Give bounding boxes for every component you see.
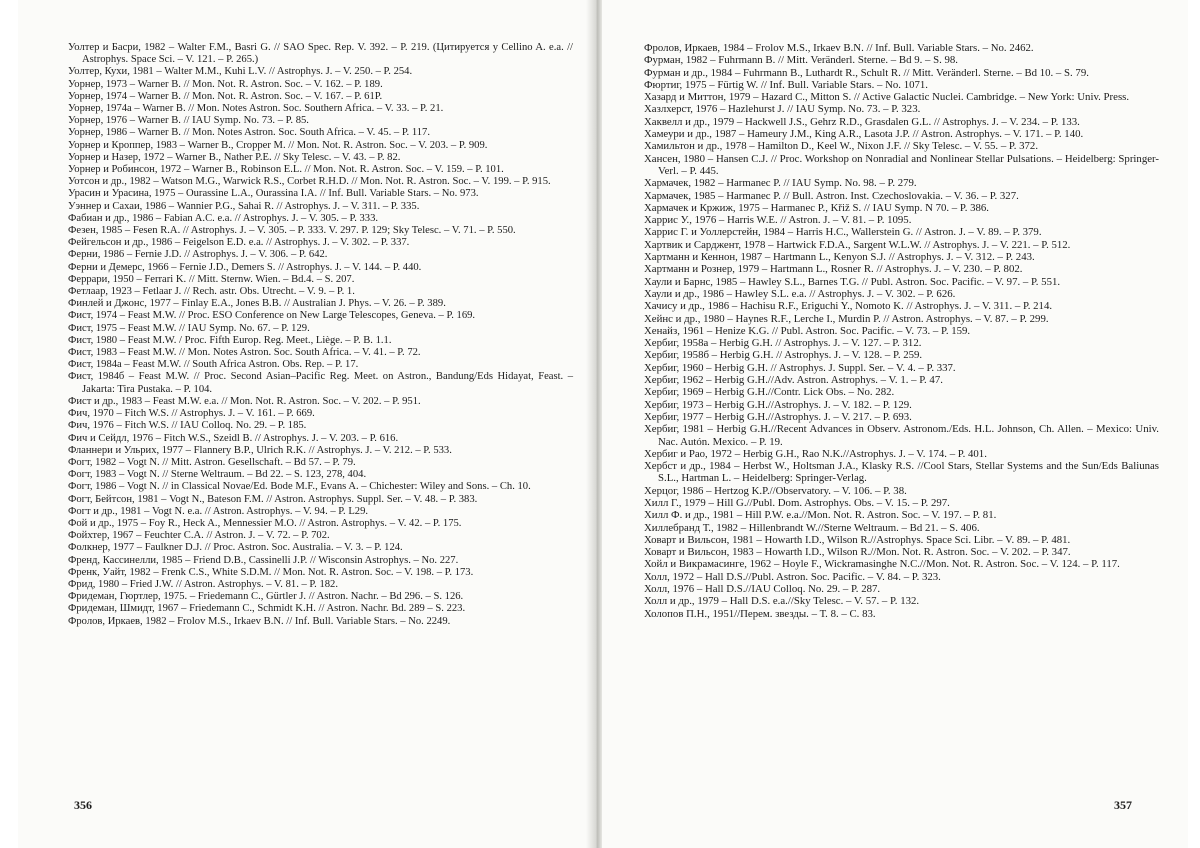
bibliography-entry: Хербиг, 1981 – Herbig G.H.//Recent Advances in Observ. Astronom./Eds. H.L. Johnson, Ch. Allen. – Mexico: Univ. Nac. Autón. Mexico. – P. 19.: [644, 423, 1159, 448]
right-page: [602, 0, 1188, 848]
bibliography-entry: Фролов, Иркаев, 1984 – Frolov M.S., Irkaev B.N. // Inf. Bull. Variable Stars. – No. 2462.: [644, 42, 1034, 54]
bibliography-entry: Хербиг, 1960 – Herbig G.H. // Astrophys. J. Suppl. Ser. – V. 4. – P. 337.: [644, 361, 956, 374]
bibliography-entry: Фридеман, Шмидт, 1967 – Friedemann C., Schmidt K.H. // Astron. Nachr. Bd. 289 – S. 223.: [68, 603, 466, 615]
bibliography-entry: Хербиг, 1962 – Herbig G.H.//Adv. Astron. Astrophys. – V. 1. – P. 47.: [644, 374, 943, 387]
bibliography-entry: Фойхтер, 1967 – Feuchter C.A. // Astron. J. – V. 72. – P. 702.: [68, 530, 330, 542]
bibliography-entry: Фист и др., 1983 – Feast M.W. e.a. // Mon. Not. R. Astron. Soc. – V. 202. – P. 951.: [68, 395, 421, 407]
bibliography-entry: Фич и Сейдл, 1976 – Fitch W.S., Szeidl B. // Astrophys. J. – V. 203. – P. 616.: [68, 432, 399, 444]
bibliography-entry: Фридеман, Гюртлер, 1975. – Friedemann C., Gürtler J. // Astron. Nachr. – Bd 296. – S. 126.: [68, 591, 464, 603]
bibliography-entry: Уолтер, Кухи, 1981 – Walter M.M., Kuhi L.V. // Astrophys. J. – V. 250. – P. 254.: [68, 66, 413, 78]
bibliography-entry: Уорнер, 1986 – Warner B. // Mon. Notes Astron. Soc. South Africa. – V. 45. – P. 117.: [68, 127, 430, 139]
bibliography-entry: Хербиг, 1958а – Herbig G.H. // Astrophys. J. – V. 127. – P. 312.: [644, 337, 922, 350]
bibliography-entry: Хамильтон и др., 1978 – Hamilton D., Keel W., Nixon J.F. // Sky Telesc. – V. 55. – P. 372.: [644, 140, 1039, 153]
bibliography-entry: Фолкнер, 1977 – Faulkner D.J. // Proc. Astron. Soc. Australia. – V. 3. – P. 124.: [68, 542, 403, 554]
bibliography-entry: Хармачек, 1982 – Harmanec P. // IAU Symp. No. 98. – P. 279.: [644, 177, 917, 190]
bibliography-entry: Хербст и др., 1984 – Herbst W., Holtsman J.A., Klasky R.S. //Cool Stars, Stellar Systems and the Sun/Eds Baliunas S.L., Hartman L. – Heidelberg: Springer-Verlag.: [644, 460, 1159, 485]
bibliography-entry: Хартвик и Сарджент, 1978 – Hartwick F.D.A., Sargent W.L.W. // Astrophys. J. – V. 221. – P. 512.: [644, 238, 1071, 251]
bibliography-entry: Хазард и Миттон, 1979 – Hazard C., Mitton S. // Active Galactic Nuclei. Cambridge. – New York: Univ. Press.: [644, 91, 1130, 104]
bibliography-entry: Хармачек, 1985 – Harmanec P. // Bull. Astron. Inst. Czechoslovakia. – V. 36. – P. 327.: [644, 189, 1019, 202]
bibliography-entry: Холл, 1976 – Hall D.S.//IAU Colloq. No. 29. – P. 287.: [644, 583, 881, 596]
bibliography-entry: Фогт, Бейтсон, 1981 – Vogt N., Bateson F.M. // Astron. Astrophys. Suppl. Ser. – V. 48. – P. 383.: [68, 493, 478, 505]
bibliography-entry: Уорнер, 1974а – Warner B. // Mon. Notes Astron. Soc. Southern Africa. – V. 33. – P. 21.: [68, 103, 444, 115]
bibliography-entry: Фист, 1980 – Feast M.W. / Proc. Fifth Europ. Reg. Meet., Liège. – P. B. 1.1.: [68, 334, 392, 346]
bibliography-entry: Хербиг, 1958б – Herbig G.H. // Astrophys. J. – V. 128. – P. 259.: [644, 349, 923, 362]
bibliography-entry: Фетлаар, 1923 – Fetlaar J. // Rech. astr. Obs. Utrecht. – V. 9. – P. 1.: [68, 286, 355, 298]
right-bibliography-list: [644, 42, 1159, 620]
left-page-number: 356: [74, 798, 92, 812]
bibliography-entry: Хиллебранд Т., 1982 – Hillenbrandt W.//Sterne Weltraum. – Bd 21. – S. 406.: [644, 521, 980, 534]
bibliography-entry: Фролов, Иркаев, 1982 – Frolov M.S., Irkaev B.N. // Inf. Bull. Variable Stars. – No. 2249.: [68, 615, 451, 627]
bibliography-entry: Фейгельсон и др., 1986 – Feigelson E.D. e.a. // Astrophys. J. – V. 302. – P. 337.: [68, 237, 410, 249]
bibliography-entry: Уолтер и Басри, 1982 – Walter F.M., Basri G. // SAO Spec. Rep. V. 392. – P. 219. (Цитируется у Cellino A. e.a. // Astrophys. Space Sci. – V. 121. – P. 265.): [68, 42, 573, 66]
bibliography-entry: Фурман и др., 1984 – Fuhrmann B., Luthardt R., Schult R. // Mitt. Veränderl. Sterne. – Bd 10. – S. 79.: [644, 66, 1089, 79]
bibliography-entry: Хаули и Барнс, 1985 – Hawley S.L., Barnes T.G. // Publ. Astron. Soc. Pacific. – V. 97. – P. 551.: [644, 275, 1061, 288]
bibliography-entry: Харрис У., 1976 – Harris W.E. // Astron. J. – V. 81. – P. 1095.: [644, 214, 912, 227]
bibliography-entry: Хербиг, 1969 – Herbig G.H.//Contr. Lick Obs. – No. 282.: [644, 386, 895, 399]
bibliography-entry: Херцог, 1986 – Hertzog K.P.//Observatory. – V. 106. – P. 38.: [644, 484, 907, 497]
right-page-number: 357: [1114, 798, 1132, 812]
bibliography-entry: Уорнер и Назер, 1972 – Warner B., Nather P.E. // Sky Telesc. – V. 43. – P. 82.: [68, 151, 401, 163]
bibliography-entry: Фогт и др., 1981 – Vogt N. e.a. // Astron. Astrophys. – V. 94. – P. L29.: [68, 505, 369, 517]
bibliography-entry: Харрис Г. и Уоллерстейн, 1984 – Harris H.C., Wallerstein G. // Astron. J. – V. 89. – P. 379.: [644, 226, 1042, 239]
bibliography-entry: Холл и др., 1979 – Hall D.S. e.a.//Sky Telesc. – V. 57. – P. 132.: [644, 595, 920, 608]
bibliography-entry: Уотсон и др., 1982 – Watson M.G., Warwick R.S., Corbet R.H.D. // Mon. Not. R. Astron. Soc. – V. 199. – P. 915.: [68, 176, 551, 188]
bibliography-entry: Хенайз, 1961 – Henize K.G. // Publ. Astron. Soc. Pacific. – V. 73. – P. 159.: [644, 324, 971, 337]
bibliography-entry: Френд, Кассинелли, 1985 – Friend D.B., Cassinelli J.P. // Wisconsin Astrophys. – No. 227.: [68, 554, 459, 566]
bibliography-entry: Фист, 1974 – Feast M.W. // Proc. ESO Conference on New Large Telescopes, Geneva. – P. 169.: [68, 310, 476, 322]
bibliography-entry: Уорнер и Робинсон, 1972 – Warner B., Robinson E.L. // Mon. Not. R. Astron. Soc. – V. 159. – P. 101.: [68, 164, 504, 176]
left-page: [18, 0, 590, 848]
bibliography-entry: Фурман, 1982 – Fuhrmann B. // Mitt. Veränderl. Sterne. – Bd 9. – S. 98.: [644, 54, 958, 67]
bibliography-entry: Хойл и Викрамасинге, 1962 – Hoyle F., Wickramasinghe N.C.//Mon. Not. R. Astron. Soc. – V. 124. – P. 117.: [644, 558, 1120, 571]
bibliography-entry: Фезен, 1985 – Fesen R.A. // Astrophys. J. – V. 305. – P. 333. V. 297. P. 129; Sky Telesc. – V. 71. – P. 550.: [68, 225, 516, 237]
bibliography-entry: Финлей и Джонс, 1977 – Finlay E.A., Jones B.B. // Australian J. Phys. – V. 26. – P. 389.: [68, 298, 446, 310]
bibliography-entry: Фогт, 1986 – Vogt N. // in Classical Novae/Ed. Bode M.F., Evans A. – Chichester: Wiley and Sons. – Ch. 10.: [68, 481, 531, 493]
bibliography-entry: Френк, Уайт, 1982 – Frenk C.S., White S.D.M. // Mon. Not. R. Astron. Soc. – V. 198. – P. 173.: [68, 566, 474, 578]
bibliography-entry: Хейнс и др., 1980 – Haynes R.F., Lerche I., Murdin P. // Astron. Astrophys. – V. 87. – P. 299.: [644, 312, 1049, 325]
bibliography-entry: Уорнер и Кроппер, 1983 – Warner B., Cropper M. // Mon. Not. R. Astron. Soc. – V. 203. – P. 909.: [68, 139, 488, 151]
bibliography-entry: Хачису и др., 1986 – Hachisu R.F., Eriguchi Y., Nomoto K. // Astrophys. J. – V. 311. – P. 214.: [644, 300, 1053, 313]
bibliography-entry: Фюртиг, 1975 – Fürtig W. // Inf. Bull. Variable Stars. – No. 1071.: [644, 78, 928, 91]
bibliography-entry: Хербиг, 1973 – Herbig G.H.//Astrophys. J. – V. 182. – P. 129.: [644, 398, 912, 411]
bibliography-entry: Хансен, 1980 – Hansen C.J. // Proc. Workshop on Nonradial and Nonlinear Stellar Pulsations. – Heidelberg: Springer-Verl. – P. 445.: [644, 152, 1159, 177]
bibliography-entry: Ховарт и Вильсон, 1983 – Howarth I.D., Wilson R.//Mon. Not. R. Astron. Soc. – V. 202. – P. 347.: [644, 546, 1071, 559]
bibliography-entry: Хаули и др., 1986 – Hawley S.L. e.a. // Astrophys. J. – V. 302. – P. 626.: [644, 287, 956, 300]
bibliography-entry: Уорнер, 1976 – Warner B. // IAU Symp. No. 73. – P. 85.: [68, 115, 309, 127]
bibliography-entry: Урасин и Урасина, 1975 – Ourassine L.A., Ourassina I.A. // Inf. Bull. Variable Stars. – No. 973.: [68, 188, 479, 200]
bibliography-entry: Фич, 1970 – Fitch W.S. // Astrophys. J. – V. 161. – P. 669.: [68, 408, 315, 420]
bibliography-entry: Хартманн и Кеннон, 1987 – Hartmann L., Kenyon S.J. // Astrophys. J. – V. 312. – P. 243.: [644, 251, 1035, 264]
bibliography-entry: Уорнер, 1974 – Warner B. // Mon. Not. R. Astron. Soc. – V. 167. – P. 61P.: [68, 90, 383, 102]
bibliography-entry: Хилл Г., 1979 – Hill G.//Publ. Dom. Astrophys. Obs. – V. 15. – P. 297.: [644, 496, 950, 509]
bibliography-entry: Ферни, 1986 – Fernie J.D. // Astrophys. J. – V. 306. – P. 642.: [68, 249, 328, 261]
bibliography-entry: Уорнер, 1973 – Warner B. // Mon. Not. R. Astron. Soc. – V. 162. – P. 189.: [68, 78, 383, 90]
bibliography-entry: Фист, 1975 – Feast M.W. // IAU Symp. No. 67. – P. 129.: [68, 322, 310, 334]
bibliography-entry: Фрид, 1980 – Fried J.W. // Astron. Astrophys. – V. 81. – P. 182.: [68, 578, 338, 590]
bibliography-entry: Фист, 1983 – Feast M.W. // Mon. Notes Astron. Soc. South Africa. – V. 41. – P. 72.: [68, 347, 421, 359]
bibliography-entry: Хармачек и Кржиж, 1975 – Harmanec P., Křiž S. // IAU Symp. N 70. – P. 386.: [644, 201, 989, 214]
bibliography-entry: Хартманн и Рознер, 1979 – Hartmann L., Rosner R. // Astrophys. J. – V. 230. – P. 802.: [644, 263, 1023, 276]
bibliography-entry: Фой и др., 1975 – Foy R., Heck A., Mennessier M.O. // Astron. Astrophys. – V. 42. – P. 175.: [68, 517, 462, 529]
bibliography-entry: Фист, 1984а – Feast M.W. // South Africa Astron. Obs. Rep. – P. 17.: [68, 359, 359, 371]
bibliography-entry: Хазлхерст, 1976 – Hazlehurst J. // IAU Symp. No. 73. – P. 323.: [644, 103, 921, 116]
bibliography-entry: Хилл Ф. и др., 1981 – Hill P.W. e.a.//Mon. Not. R. Astron. Soc. – V. 197. – P. 81.: [644, 509, 997, 522]
bibliography-entry: Уэннер и Сахаи, 1986 – Wannier P.G., Sahai R. // Astrophys. J. – V. 311. – P. 335.: [68, 200, 420, 212]
left-bibliography-list: [68, 42, 573, 628]
bibliography-entry: Фогт, 1982 – Vogt N. // Mitt. Astron. Gesellschaft. – Bd 57. – P. 79.: [68, 456, 356, 468]
bibliography-entry: Хербиг и Рао, 1972 – Herbig G.H., Rao N.K.//Astrophys. J. – V. 174. – P. 401.: [644, 447, 987, 460]
bibliography-entry: Фист, 1984б – Feast M.W. // Proc. Second Asian–Pacific Reg. Meet. on Astron., Bandung/Eds Hidayat, Feast. – Jakarta: Tira Pustaka. – P. 104.: [68, 371, 573, 395]
bibliography-entry: Фабиан и др., 1986 – Fabian A.C. e.a. // Astrophys. J. – V. 305. – P. 333.: [68, 212, 379, 224]
bibliography-entry: Фич, 1976 – Fitch W.S. // IAU Colloq. No. 29. – P. 185.: [68, 420, 307, 432]
bibliography-entry: Фланнери и Ульрих, 1977 – Flannery B.P., Ulrich R.K. // Astrophys. J. – V. 212. – P. 533.: [68, 444, 452, 456]
bibliography-entry: Хамеури и др., 1987 – Hameury J.M., King A.R., Lasota J.P. // Astron. Astrophys. – V. 171. – P. 140.: [644, 128, 1084, 141]
bibliography-entry: Хербиг, 1977 – Herbig G.H.//Astrophys. J. – V. 217. – P. 693.: [644, 410, 912, 423]
bibliography-entry: Феррари, 1950 – Ferrari K. // Mitt. Sternw. Wien. – Bd.4. – S. 207.: [68, 273, 355, 285]
bibliography-entry: Ферни и Демерс, 1966 – Fernie J.D., Demers S. // Astrophys. J. – V. 144. – P. 440.: [68, 261, 422, 273]
bibliography-entry: Холл, 1972 – Hall D.S.//Publ. Astron. Soc. Pacific. – V. 84. – P. 323.: [644, 570, 941, 583]
bibliography-entry: Фогт, 1983 – Vogt N. // Sterne Weltraum. – Bd 22. – S. 123, 278, 404.: [68, 469, 367, 481]
bibliography-entry: Хаквелл и др., 1979 – Hackwell J.S., Gehrz R.D., Grasdalen G.L. // Astrophys. J. – V. 234. – P. 133.: [644, 115, 1080, 128]
bibliography-entry: Ховарт и Вильсон, 1981 – Howarth I.D., Wilson R.//Astrophys. Space Sci. Libr. – V. 89. – P. 481.: [644, 533, 1071, 546]
bibliography-entry: Холопов П.Н., 1951//Перем. звезды. – Т. 8. – С. 83.: [644, 607, 876, 620]
